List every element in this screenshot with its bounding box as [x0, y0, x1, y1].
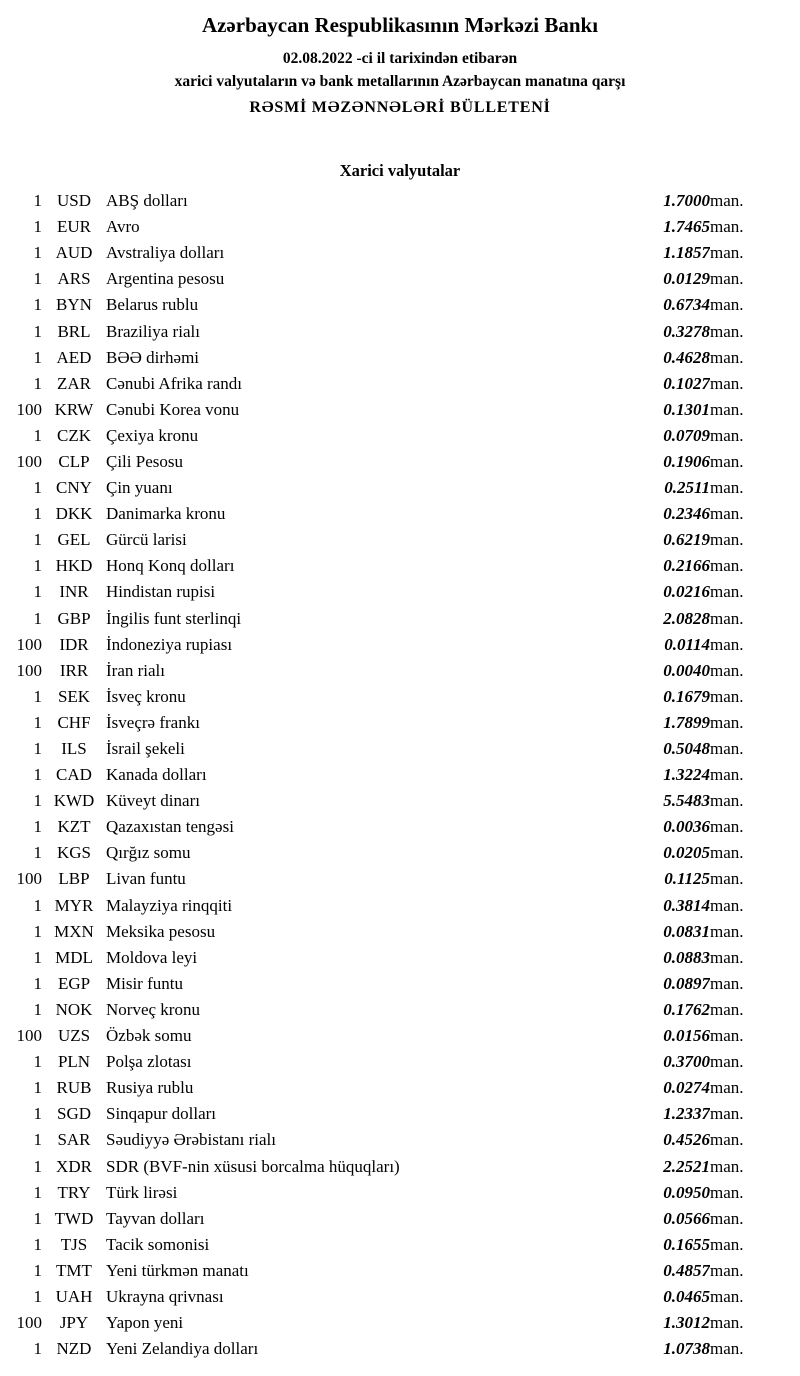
row-currency-name: Malayziya rinqqiti	[106, 895, 233, 915]
table-row	[0, 318, 800, 344]
row-rate: 1.7899	[663, 712, 710, 732]
row-rate: 0.6219	[663, 530, 710, 550]
row-currency-name: Küveyt dinarı	[106, 791, 200, 811]
row-currency-code: IDR	[59, 634, 89, 654]
row-currency-name: Çili Pesosu	[106, 451, 183, 471]
table-row	[0, 945, 800, 971]
table-row	[0, 397, 800, 423]
row-quantity: 1	[33, 765, 42, 785]
row-currency-code: JPY	[59, 1313, 89, 1333]
row-unit: man.	[710, 1052, 744, 1072]
table-row	[0, 240, 800, 266]
row-currency-code: CNY	[56, 478, 92, 498]
row-rate: 1.2337	[663, 1104, 710, 1124]
row-quantity: 100	[16, 1026, 42, 1046]
row-currency-code: LBP	[58, 869, 90, 889]
table-row	[0, 1101, 800, 1127]
row-currency-name: Gürcü larisi	[106, 530, 187, 550]
row-quantity: 1	[33, 1130, 42, 1150]
row-currency-code: KZT	[57, 817, 91, 837]
row-currency-name: Cənubi Afrika randı	[106, 373, 242, 393]
row-currency-name: Özbək somu	[106, 1026, 192, 1046]
row-unit: man.	[710, 504, 744, 524]
row-currency-code: MDL	[55, 947, 93, 967]
row-quantity: 1	[33, 843, 42, 863]
row-quantity: 1	[33, 217, 42, 237]
table-row	[0, 736, 800, 762]
row-currency-name: Meksika pesosu	[106, 921, 216, 941]
table-row	[0, 553, 800, 579]
row-quantity: 1	[33, 1052, 42, 1072]
table-row	[0, 579, 800, 605]
row-unit: man.	[710, 895, 744, 915]
row-rate: 0.1906	[663, 451, 710, 471]
table-row	[0, 840, 800, 866]
table-row	[0, 266, 800, 292]
row-quantity: 1	[33, 243, 42, 263]
row-currency-code: EUR	[57, 217, 91, 237]
row-unit: man.	[710, 660, 744, 680]
row-unit: man.	[710, 530, 744, 550]
row-unit: man.	[710, 712, 744, 732]
row-currency-code: GEL	[57, 530, 91, 550]
row-currency-name: Sinqapur dolları	[106, 1104, 217, 1124]
table-row	[0, 919, 800, 945]
row-currency-code: EGP	[57, 973, 91, 993]
row-quantity: 1	[33, 1156, 42, 1176]
row-currency-name: ABŞ dolları	[106, 191, 188, 211]
row-quantity: 1	[33, 530, 42, 550]
table-row	[0, 1284, 800, 1310]
table-row	[0, 1023, 800, 1049]
row-rate: 0.2346	[663, 504, 710, 524]
row-currency-code: GBP	[57, 608, 91, 628]
row-currency-code: BYN	[56, 295, 92, 315]
row-rate: 0.1301	[663, 399, 710, 419]
row-currency-name: Çexiya kronu	[106, 425, 199, 445]
table-row	[0, 1232, 800, 1258]
row-unit: man.	[710, 973, 744, 993]
row-currency-name: Livan funtu	[106, 869, 186, 889]
row-currency-name: Moldova leyi	[106, 947, 198, 967]
row-currency-code: INR	[59, 582, 89, 602]
row-rate: 1.0738	[663, 1339, 710, 1359]
row-currency-code: UZS	[57, 1026, 91, 1046]
row-currency-name: Yeni Zelandiya dolları	[106, 1339, 259, 1359]
row-rate: 0.3700	[663, 1052, 710, 1072]
row-rate: 5.5483	[663, 791, 710, 811]
row-currency-code: ARS	[57, 269, 91, 289]
row-unit: man.	[710, 399, 744, 419]
row-currency-name: Rusiya rublu	[106, 1078, 194, 1098]
row-quantity: 1	[33, 347, 42, 367]
row-currency-name: Misir funtu	[106, 973, 183, 993]
row-rate: 1.3012	[663, 1313, 710, 1333]
row-currency-name: Norveç kronu	[106, 999, 200, 1019]
table-row	[0, 292, 800, 318]
row-currency-code: HKD	[55, 556, 93, 576]
document-header	[0, 12, 800, 118]
row-unit: man.	[710, 608, 744, 628]
row-rate: 0.0114	[664, 634, 710, 654]
row-quantity: 1	[33, 1208, 42, 1228]
row-unit: man.	[710, 1104, 744, 1124]
row-rate: 0.0036	[663, 817, 710, 837]
table-row	[0, 1258, 800, 1284]
effective-date-line: 02.08.2022 -ci il tarixindən etibarən	[282, 50, 518, 67]
table-row	[0, 371, 800, 397]
table-row	[0, 606, 800, 632]
table-row	[0, 1206, 800, 1232]
row-rate: 0.0709	[663, 425, 710, 445]
row-rate: 0.4628	[663, 347, 710, 367]
row-currency-name: Danimarka kronu	[106, 504, 226, 524]
table-row	[0, 1180, 800, 1206]
row-currency-name: İngilis funt sterlinqi	[106, 608, 242, 628]
row-currency-code: KGS	[56, 843, 91, 863]
section-title-foreign-currencies: Xarici valyutalar	[339, 161, 461, 180]
rates-table-body	[0, 188, 800, 1362]
row-currency-name: Türk lirəsi	[106, 1182, 178, 1202]
row-quantity: 1	[33, 739, 42, 759]
row-unit: man.	[710, 1156, 744, 1176]
row-quantity: 1	[33, 191, 42, 211]
table-row	[0, 475, 800, 501]
row-quantity: 1	[33, 973, 42, 993]
row-rate: 0.0566	[663, 1208, 710, 1228]
row-currency-code: CLP	[58, 451, 90, 471]
row-rate: 0.0156	[663, 1026, 710, 1046]
table-row	[0, 527, 800, 553]
row-quantity: 100	[16, 660, 42, 680]
row-currency-name: Avstraliya dolları	[106, 243, 225, 263]
row-unit: man.	[710, 765, 744, 785]
row-unit: man.	[710, 634, 744, 654]
table-row	[0, 788, 800, 814]
row-unit: man.	[710, 1234, 744, 1254]
row-currency-name: Belarus rublu	[106, 295, 199, 315]
row-currency-name: İsveç kronu	[106, 686, 186, 706]
table-row	[0, 971, 800, 997]
row-quantity: 100	[16, 399, 42, 419]
row-unit: man.	[710, 295, 744, 315]
row-rate: 0.1125	[664, 869, 710, 889]
table-row	[0, 997, 800, 1023]
row-currency-code: SAR	[57, 1130, 91, 1150]
row-currency-code: TWD	[54, 1208, 94, 1228]
row-quantity: 1	[33, 556, 42, 576]
row-unit: man.	[710, 869, 744, 889]
row-currency-code: ZAR	[57, 373, 91, 393]
row-currency-name: Qazaxıstan tengəsi	[106, 817, 234, 837]
row-unit: man.	[710, 1260, 744, 1280]
row-currency-code: RUB	[56, 1078, 92, 1098]
row-rate: 0.6734	[663, 295, 710, 315]
row-unit: man.	[710, 739, 744, 759]
row-rate: 2.2521	[663, 1156, 710, 1176]
row-quantity: 100	[16, 634, 42, 654]
table-row	[0, 1075, 800, 1101]
row-quantity: 100	[16, 869, 42, 889]
row-rate: 0.0216	[663, 582, 710, 602]
row-unit: man.	[710, 243, 744, 263]
row-currency-name: Polşa zlotası	[106, 1052, 192, 1072]
row-currency-code: MYR	[54, 895, 94, 915]
row-quantity: 1	[33, 1286, 42, 1306]
row-unit: man.	[710, 686, 744, 706]
row-currency-code: NZD	[56, 1339, 92, 1359]
row-currency-name: Qırğız somu	[106, 843, 191, 863]
row-unit: man.	[710, 347, 744, 367]
row-unit: man.	[710, 1078, 744, 1098]
row-unit: man.	[710, 478, 744, 498]
row-currency-code: IRR	[59, 660, 89, 680]
row-currency-name: Yapon yeni	[106, 1313, 184, 1333]
row-rate: 0.3814	[663, 895, 710, 915]
row-unit: man.	[710, 191, 744, 211]
row-unit: man.	[710, 582, 744, 602]
row-currency-name: Çin yuanı	[106, 478, 173, 498]
row-rate: 0.0883	[663, 947, 710, 967]
row-quantity: 1	[33, 791, 42, 811]
row-currency-code: PLN	[57, 1052, 91, 1072]
row-quantity: 1	[33, 321, 42, 341]
row-quantity: 1	[33, 373, 42, 393]
table-row	[0, 762, 800, 788]
row-rate: 2.0828	[663, 608, 710, 628]
table-row	[0, 1127, 800, 1153]
row-quantity: 1	[33, 1234, 42, 1254]
row-rate: 0.4857	[663, 1260, 710, 1280]
row-unit: man.	[710, 791, 744, 811]
row-unit: man.	[710, 1286, 744, 1306]
row-unit: man.	[710, 921, 744, 941]
row-currency-name: Ukrayna qrivnası	[106, 1286, 224, 1306]
table-row	[0, 1310, 800, 1336]
row-currency-name: Yeni türkmən manatı	[106, 1260, 249, 1280]
row-currency-code: TJS	[60, 1234, 88, 1254]
table-row	[0, 214, 800, 240]
row-quantity: 1	[33, 269, 42, 289]
row-unit: man.	[710, 1313, 744, 1333]
row-rate: 0.1679	[663, 686, 710, 706]
row-quantity: 1	[33, 504, 42, 524]
row-rate: 1.7465	[663, 217, 710, 237]
row-rate: 0.2166	[663, 556, 710, 576]
table-row	[0, 1153, 800, 1179]
row-currency-code: UAH	[55, 1286, 93, 1306]
row-rate: 0.2511	[664, 478, 710, 498]
row-currency-name: İndoneziya rupiası	[106, 634, 233, 654]
table-row	[0, 893, 800, 919]
row-rate: 0.1027	[663, 373, 710, 393]
row-quantity: 1	[33, 817, 42, 837]
row-unit: man.	[710, 1130, 744, 1150]
row-rate: 0.3278	[663, 321, 710, 341]
row-unit: man.	[710, 425, 744, 445]
row-rate: 0.5048	[663, 739, 710, 759]
row-quantity: 1	[33, 478, 42, 498]
row-rate: 0.0831	[663, 921, 710, 941]
row-currency-code: CHF	[57, 712, 91, 732]
row-currency-code: KWD	[53, 791, 95, 811]
table-row	[0, 710, 800, 736]
row-currency-name: Hindistan rupisi	[106, 582, 216, 602]
row-currency-name: İran rialı	[106, 660, 165, 680]
subject-line: xarici valyutaların və bank metallarının Azərbaycan manatına qarşı	[174, 73, 626, 90]
table-row	[0, 345, 800, 371]
row-unit: man.	[710, 999, 744, 1019]
table-row	[0, 866, 800, 892]
row-unit: man.	[710, 556, 744, 576]
row-currency-name: Argentina pesosu	[106, 269, 225, 289]
row-rate: 0.0129	[663, 269, 710, 289]
row-currency-code: NOK	[55, 999, 93, 1019]
row-quantity: 1	[33, 295, 42, 315]
row-quantity: 1	[33, 582, 42, 602]
row-currency-name: Tayvan dolları	[106, 1208, 205, 1228]
row-currency-code: DKK	[55, 504, 93, 524]
row-quantity: 1	[33, 1260, 42, 1280]
row-quantity: 1	[33, 1104, 42, 1124]
row-currency-code: ILS	[61, 739, 87, 759]
table-row	[0, 449, 800, 475]
table-row	[0, 501, 800, 527]
row-currency-name: Braziliya rialı	[106, 321, 200, 341]
row-rate: 0.4526	[663, 1130, 710, 1150]
row-currency-code: MXN	[54, 921, 94, 941]
row-currency-code: CZK	[57, 425, 91, 445]
row-unit: man.	[710, 269, 744, 289]
table-row	[0, 658, 800, 684]
row-currency-name: Cənubi Korea vonu	[106, 399, 240, 419]
row-unit: man.	[710, 451, 744, 471]
row-quantity: 1	[33, 999, 42, 1019]
row-currency-name: Səudiyyə Ərəbistanı rialı	[106, 1130, 276, 1150]
row-currency-code: BRL	[57, 321, 91, 341]
row-unit: man.	[710, 817, 744, 837]
row-rate: 0.1762	[663, 999, 710, 1019]
row-quantity: 1	[33, 1078, 42, 1098]
row-quantity: 1	[33, 686, 42, 706]
row-unit: man.	[710, 1208, 744, 1228]
table-row	[0, 632, 800, 658]
row-rate: 1.3224	[663, 765, 710, 785]
row-currency-code: TRY	[57, 1182, 91, 1202]
row-rate: 0.0205	[663, 843, 710, 863]
row-rate: 0.0897	[663, 973, 710, 993]
row-quantity: 1	[33, 608, 42, 628]
row-currency-code: TMT	[56, 1260, 92, 1280]
row-currency-name: Kanada dolları	[106, 765, 207, 785]
row-currency-name: İsveçrə frankı	[106, 712, 200, 732]
row-currency-code: USD	[56, 191, 91, 211]
row-quantity: 100	[16, 451, 42, 471]
row-currency-name: İsrail şekeli	[106, 739, 185, 759]
row-currency-code: CAD	[56, 765, 92, 785]
row-currency-name: Avro	[106, 217, 140, 237]
row-quantity: 100	[16, 1313, 42, 1333]
row-quantity: 1	[33, 425, 42, 445]
row-quantity: 1	[33, 947, 42, 967]
row-currency-name: SDR (BVF-nin xüsusi borcalma hüquqları)	[106, 1156, 400, 1176]
row-rate: 1.1857	[663, 243, 710, 263]
table-row	[0, 814, 800, 840]
row-rate: 0.1655	[663, 1234, 710, 1254]
table-row	[0, 684, 800, 710]
bulletin-title: RƏSMİ MƏZƏNNƏLƏRİ BÜLLETENİ	[249, 99, 551, 116]
row-quantity: 1	[33, 895, 42, 915]
row-currency-name: Honq Konq dolları	[106, 556, 235, 576]
row-rate: 0.0274	[663, 1078, 710, 1098]
row-unit: man.	[710, 843, 744, 863]
row-currency-code: XDR	[56, 1156, 92, 1176]
table-row	[0, 423, 800, 449]
row-rate: 0.0040	[663, 660, 710, 680]
row-currency-code: AED	[56, 347, 92, 367]
row-quantity: 1	[33, 1182, 42, 1202]
row-rate: 0.0950	[663, 1182, 710, 1202]
exchange-rates-table	[0, 188, 800, 1362]
row-unit: man.	[710, 321, 744, 341]
table-row	[0, 188, 800, 214]
row-unit: man.	[710, 1339, 744, 1359]
row-currency-code: SGD	[56, 1104, 91, 1124]
row-unit: man.	[710, 947, 744, 967]
row-quantity: 1	[33, 1339, 42, 1359]
row-unit: man.	[710, 217, 744, 237]
row-currency-code: SEK	[57, 686, 91, 706]
table-row	[0, 1049, 800, 1075]
row-unit: man.	[710, 373, 744, 393]
row-currency-name: BƏƏ dirhəmi	[106, 347, 200, 367]
row-quantity: 1	[33, 921, 42, 941]
row-rate: 1.7000	[663, 191, 710, 211]
row-currency-code: KRW	[54, 399, 94, 419]
bank-title: Azərbaycan Respublikasının Mərkəzi Bankı	[201, 13, 599, 37]
row-currency-name: Tacik somonisi	[106, 1234, 210, 1254]
row-quantity: 1	[33, 712, 42, 732]
row-rate: 0.0465	[663, 1286, 710, 1306]
row-unit: man.	[710, 1026, 744, 1046]
table-row	[0, 1336, 800, 1362]
row-unit: man.	[710, 1182, 744, 1202]
row-currency-code: AUD	[55, 243, 93, 263]
